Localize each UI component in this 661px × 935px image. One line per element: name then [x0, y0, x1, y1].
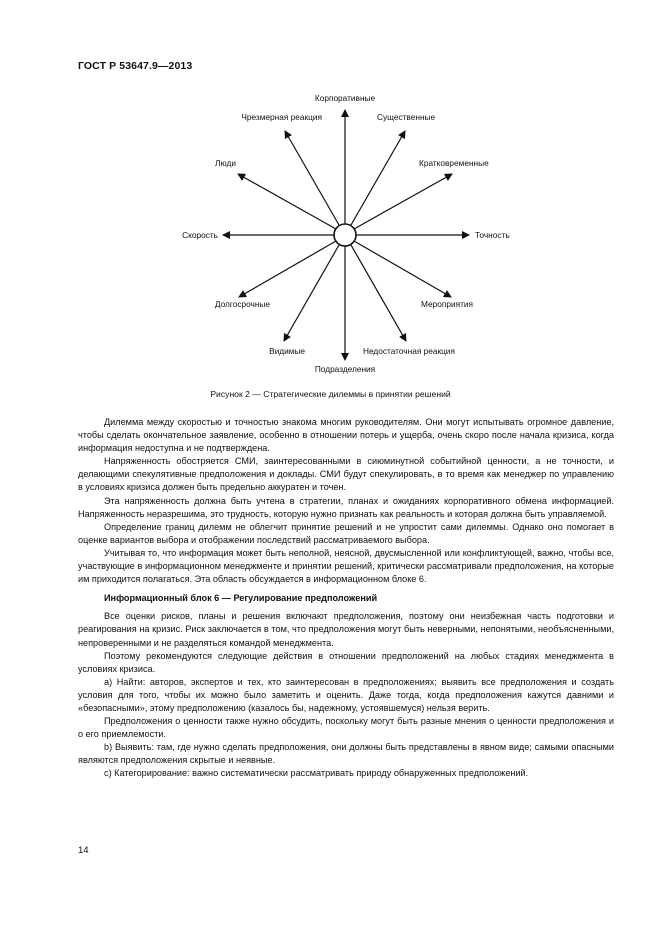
center-circle — [334, 224, 356, 246]
paragraph: Определение границ дилемм не облегчит принятие решений и не упростит сами дилеммы. Однако оно помогает в оценке вариантов выбора и отображении последствий рассматриваемого выбора. — [78, 521, 614, 545]
label-bottom-left: Видимые — [269, 346, 305, 356]
paragraph: Дилемма между скоростью и точностью знакома многим руководителям. Они могут испытывать огромное давление, чтобы сделать окончательное заявление, особенно в отношении потерь и ущерба, очень скоро после начала кризиса, когда информация недоступна и не подтверждена. — [78, 417, 614, 454]
list-item: с) Категорирование: важно систематически рассматривать природу обнаруженных предположений. — [104, 768, 529, 779]
page-number: 14 — [78, 845, 89, 856]
arrow-bottom-left — [284, 245, 339, 341]
label-bottom-right: Недостаточная реакция — [363, 346, 455, 356]
label-top-left: Чрезмерная реакция — [241, 112, 322, 122]
label-left-lower: Долгосрочные — [214, 299, 270, 309]
label-left-upper: Люди — [215, 158, 236, 168]
document-header: ГОСТ Р 53647.9—2013 — [78, 60, 193, 72]
paragraph: Эта напряженность должна быть учтена в стратегии, планах и ожиданиях корпоративного обмена информацией. Напряженность неразрешима, это трудность, которую нужно признать как реальность и которая должна быть управляемой. — [78, 495, 614, 519]
label-top: Корпоративные — [314, 93, 376, 103]
arrow-top-left — [285, 131, 339, 225]
arrow-right-upper — [354, 174, 452, 229]
label-bottom: Подразделения — [314, 364, 376, 374]
label-right-upper: Кратковременные — [419, 158, 489, 168]
arrow-top-right — [351, 131, 405, 225]
label-right: Точность — [475, 230, 510, 240]
label-right-lower: Мероприятия — [421, 299, 474, 309]
paragraph: Учитывая то, что информация может быть неполной, неясной, двусмысленной или конфликтующей, важно, чтобы все, участвующие в информационном менеджменте и принятии решений, критически рассматривали предположения, на которые им приходится полагаться. Эта область обсуждается в информационном блоке 6. — [78, 547, 614, 585]
paragraph: Напряженность обостряется СМИ, заинтересованными в сиюминутной событийной ценности, а не точности, и делающими спекулятивные предположения и доклады. СМИ будут спекулировать, в то время как менеджер по управлению в условиях кризиса должен быть предельно аккуратен и точен. — [78, 456, 614, 493]
figure-caption: Рисунок 2 — Стратегические дилеммы в принятии решений — [210, 389, 451, 399]
section-heading: Информационный блок 6 — Регулирование предположений — [104, 593, 378, 604]
paragraph: Все оценки рисков, планы и решения включают предположения, поэтому они неизбежная часть подготовки и реагирования на кризис. Риск заключается в том, что предположения могут быть неверными, непонятыми, необъясненными, непроверенными и не разделяться командой менеджмента. — [78, 611, 614, 648]
label-top-right: Существенные — [377, 112, 436, 122]
body-text — [78, 416, 614, 781]
list-item: а) Найти: авторов, экспертов и тех, кто заинтересован в предположениях; выявить все предположения и создать условия для того, чтобы их можно было заметить и оценить. Даже тогда, когда предположения кажутся давними и «безопасными», этому предположению (казалось бы, надежному, устоявшемуся) нельзя верить. — [78, 676, 614, 713]
list-item: b) Выявить: там, где нужно сделать предположения, они должны быть представлены в явном виде; самыми опасными являются предположения скрытые и неявные. — [78, 742, 614, 766]
label-left: Скорость — [182, 230, 218, 240]
strategic-dilemmas-diagram — [0, 0, 661, 380]
arrow-left-upper — [238, 174, 336, 229]
arrow-left-lower — [239, 241, 336, 297]
arrow-bottom-right — [351, 245, 406, 341]
paragraph: Поэтому рекомендуются следующие действия в отношении предположений на любых стадиях менеджмента в условиях кризиса. — [78, 650, 614, 674]
arrow-right-lower — [354, 241, 451, 297]
paragraph: Предположения о ценности также нужно обсудить, поскольку могут быть разные мнения о ценности предположения и о его приемлемости. — [78, 716, 614, 740]
